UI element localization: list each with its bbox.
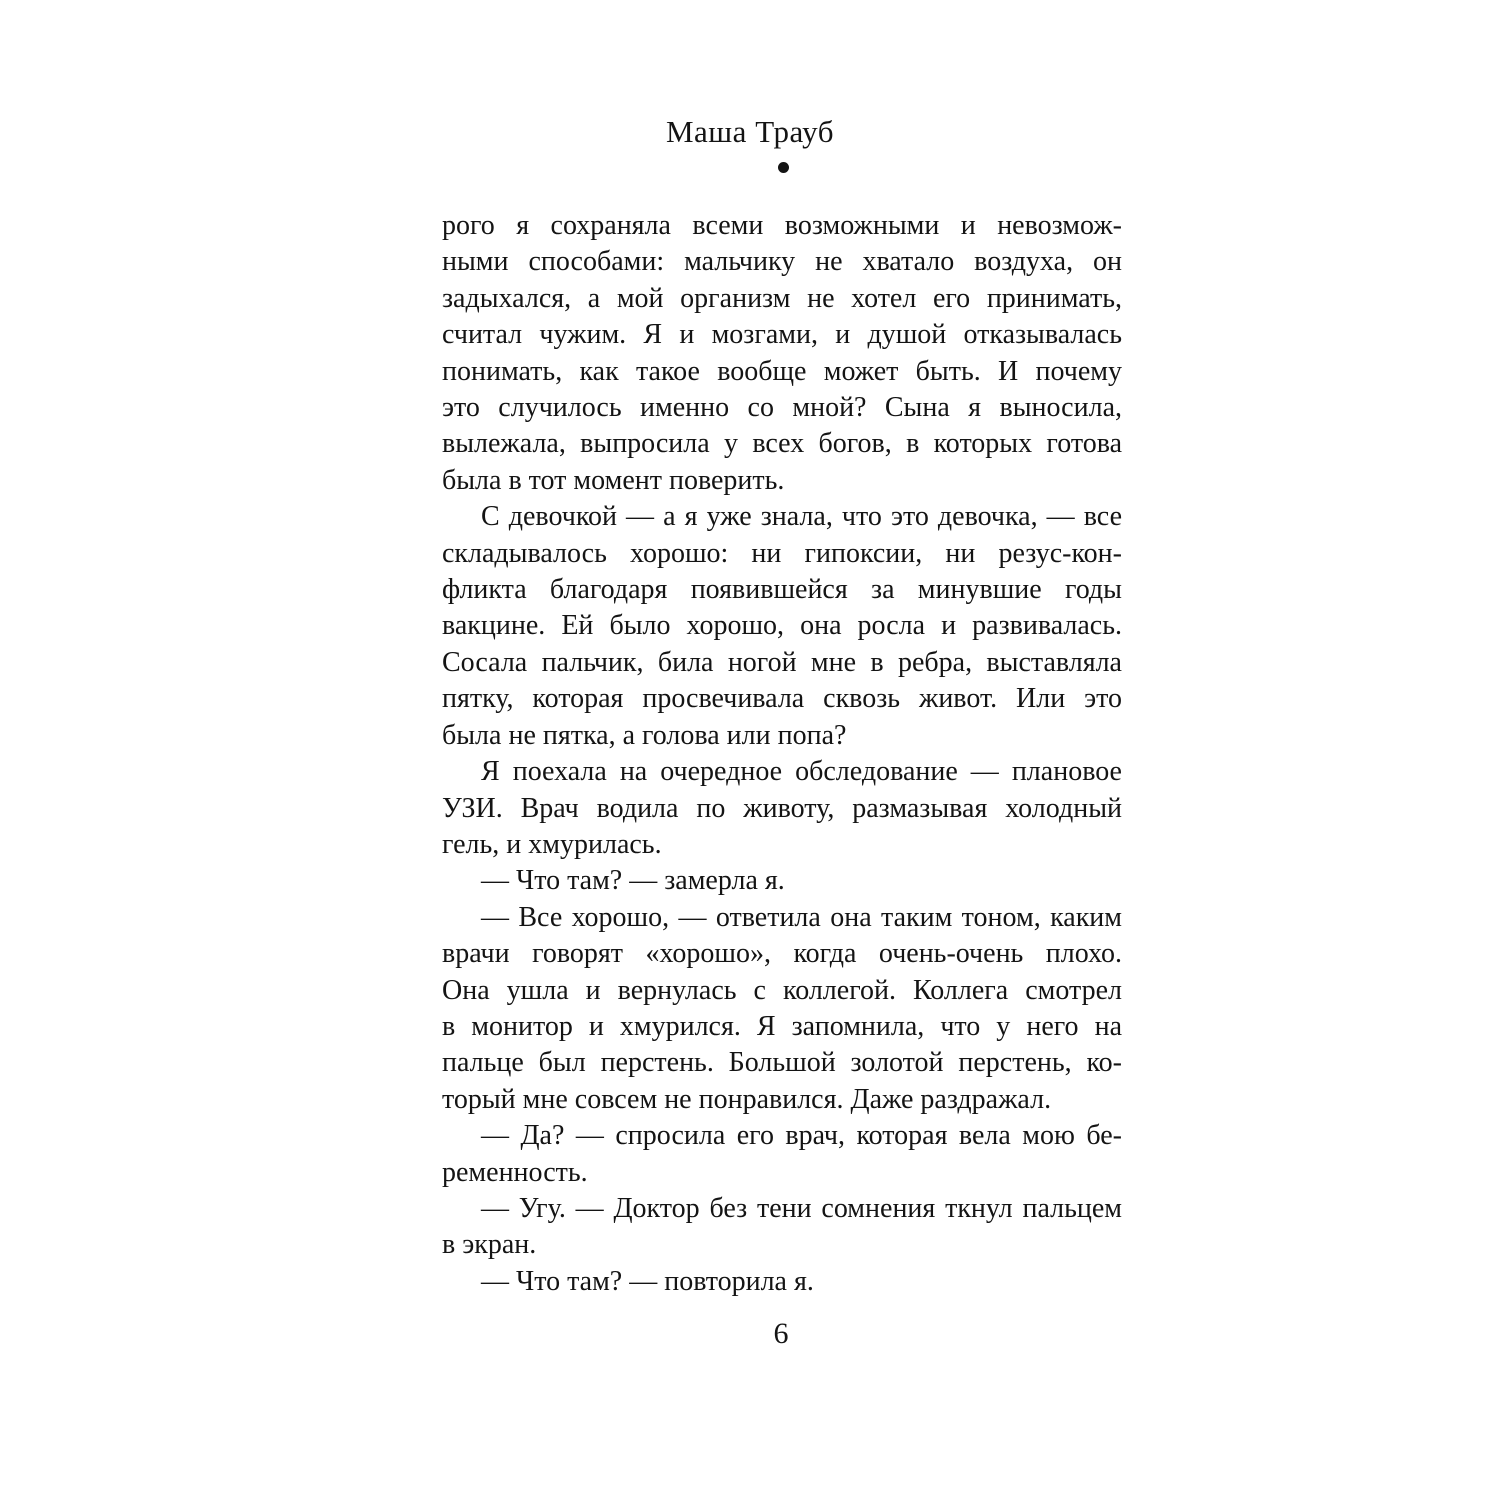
text-line: ременность. — [442, 1156, 588, 1188]
text-line: вылежала, выпросила у всех богов, в которых готова — [442, 428, 1122, 460]
running-header — [0, 112, 1500, 173]
text-line: Она ушла и вернулась с коллегой. Коллега смотрел — [442, 974, 1122, 1006]
text-line: рого я сохраняла всеми возможными и невозмож- — [442, 210, 1122, 241]
text-line: задыхался, а мой организм не хотел его принимать, — [442, 282, 1122, 314]
running-header-author: Маша Трауб — [665, 114, 834, 149]
body-text — [442, 208, 1122, 1300]
text-line: торый мне совсем не понравился. Даже раздражал. — [442, 1083, 1052, 1115]
text-line: пальце был перстень. Большой золотой перстень, ко- — [442, 1047, 1122, 1079]
text-line: Я поехала на очередное обследование — плановое — [481, 756, 1122, 788]
text-line: С девочкой — а я уже знала, что это девочка, — все — [481, 501, 1122, 533]
text-line: Сосала пальчик, била ногой мне в ребра, выставляла — [442, 646, 1122, 678]
text-line: УЗИ. Врач водила по животу, размазывая холодный — [442, 792, 1122, 824]
page-number: 6 — [773, 1317, 789, 1350]
text-line: была не пятка, а голова или попа? — [442, 719, 847, 751]
text-line: вакцине. Ей было хорошо, она росла и развивалась. — [442, 610, 1122, 642]
text-line: — Что там? — повторила я. — [481, 1265, 814, 1297]
text-line: фликта благодаря появившейся за минувшие годы — [442, 574, 1122, 606]
text-line: врачи говорят «хорошо», когда очень-очень плохо. — [442, 938, 1122, 970]
text-line: — Угу. — Доктор без тени сомнения ткнул пальцем — [481, 1192, 1122, 1224]
text-line: гель, и хмурилась. — [442, 828, 662, 860]
text-line: складывалось хорошо: ни гипоксии, ни резус-кон- — [442, 537, 1122, 569]
text-line: была в тот момент поверить. — [442, 464, 785, 496]
text-line: ными способами: мальчику не хватало воздуха, он — [442, 246, 1122, 278]
text-line: считал чужим. Я и мозгами, и душой отказывалась — [442, 319, 1122, 351]
text-line: в экран. — [442, 1229, 537, 1261]
text-line: — Да? — спросила его врач, которая вела мою бе- — [481, 1120, 1122, 1152]
text-line: — Все хорошо, — ответила она таким тоном, каким — [481, 901, 1122, 933]
bullet-ornament-icon — [778, 162, 789, 173]
text-line: — Что там? — замерла я. — [481, 865, 785, 897]
text-line: понимать, как такое вообще может быть. И почему — [442, 355, 1122, 387]
text-line: это случилось именно со мной? Сына я выносила, — [442, 392, 1122, 424]
text-line: в монитор и хмурился. Я запомнила, что у него на — [442, 1010, 1122, 1042]
text-line: пятку, которая просвечивала сквозь живот. Или это — [442, 683, 1122, 715]
